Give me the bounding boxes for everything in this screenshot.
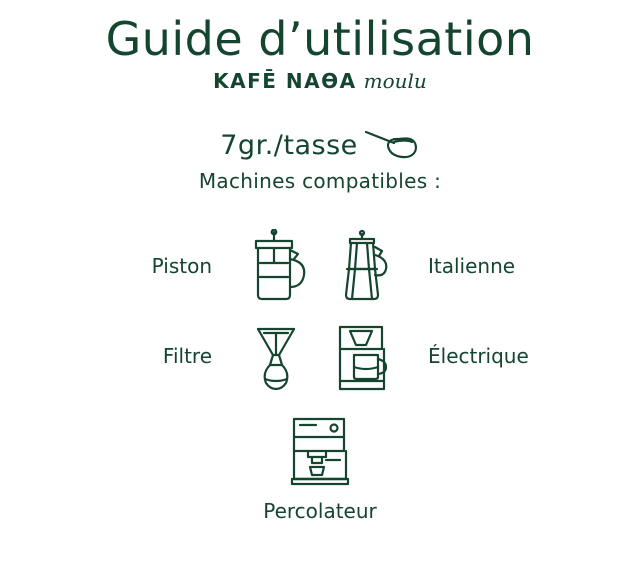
machine-row <box>0 223 640 309</box>
machine-label-italienne: Italienne <box>428 253 516 278</box>
brand-name: KAFĒ NAӨA <box>213 68 357 93</box>
moka-pot-icon <box>320 229 406 303</box>
brand-line <box>0 69 640 93</box>
drip-coffee-maker-icon <box>320 319 406 393</box>
machine-row <box>0 411 640 523</box>
french-press-icon <box>234 229 320 303</box>
machine-label-filtre: Filtre <box>162 343 212 368</box>
machines-grid <box>0 223 640 523</box>
coffee-scoop-icon <box>364 129 420 163</box>
machine-label-electrique: Électrique <box>428 343 529 368</box>
page-title: Guide d’utilisation <box>105 12 535 66</box>
machine-label-percolateur: Percolateur <box>263 498 377 523</box>
espresso-machine-icon <box>277 411 363 489</box>
machine-label-piston: Piston <box>151 253 212 278</box>
dose-amount: 7gr./tasse <box>220 130 358 162</box>
brand-suffix: moulu <box>363 68 427 93</box>
pour-over-icon <box>234 319 320 393</box>
compatible-machines-label: Machines compatibles : <box>198 168 442 193</box>
dose-row <box>0 129 640 163</box>
machine-row <box>0 313 640 399</box>
